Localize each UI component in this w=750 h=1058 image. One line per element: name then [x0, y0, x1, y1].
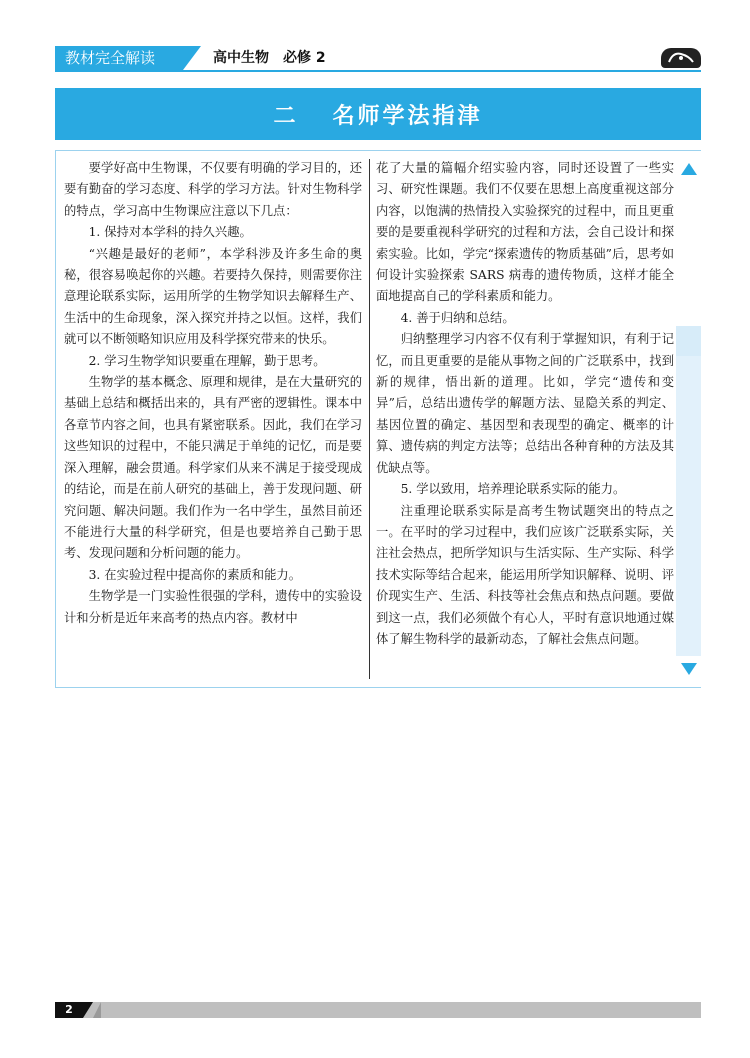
page-footer [55, 1002, 701, 1018]
heading-point-1: 1. 保持对本学科的持久兴趣。 [88, 225, 252, 240]
scroll-down-arrow-icon[interactable] [676, 655, 701, 683]
footer-bar [55, 1002, 701, 1018]
footer-slash [93, 1002, 101, 1018]
heading-point-2: 2. 学习生物学知识要重在理解，勤于思考。 [88, 353, 326, 368]
paragraph: “兴趣是最好的老师”，本学科涉及许多生命的奥秘，很容易唤起你的兴趣。若要持久保持，则需要你注意理论联系实际，运用所学的生物学知识去解释生产、生活中的生命现象，深入探究并持之以恒。这样，我们就可以不断领略知识应用及科学探究带来的快乐。 [64, 246, 362, 347]
paragraph: 要学好高中生物课，不仅要有明确的学习目的，还要有勤奋的学习态度、科学的学习方法。针对生物科学的特点，学习高中生物课应注意以下几点： [64, 161, 362, 218]
section-banner [55, 88, 701, 140]
series-label: 教材完全解读 [55, 46, 183, 70]
section-number: 二 [273, 103, 299, 129]
paragraph-continued: 花了大量的篇幅介绍实验内容，同时还设置了一些实习、研究性课题。我们不仅要在思想上高度重视这部分内容，以饱满的热情投入实验探究的过程中，而且更重要的是要重视科学研究的过程和方法，会自己设计和探索实验。比如，学完“探索遗传的物质基础”后，思考如何设计实验探索 SARS 病毒的遗传物质，这样才能全面地提高自己的学科素质和能力。 [376, 161, 674, 304]
page-number: 2 [55, 1002, 83, 1018]
section-title: 名师学法指津 [332, 103, 483, 129]
scroll-up-arrow-icon[interactable] [676, 155, 701, 183]
book-title: 高中生物 必修 2 [213, 50, 326, 66]
scroll-thumb[interactable] [676, 326, 701, 356]
paragraph: 生物学是一门实验性很强的学科，遗传中的实验设计和分析是近年来高考的热点内容。教材中 [64, 589, 362, 625]
left-column [64, 158, 362, 629]
series-label-tab [183, 46, 201, 70]
right-column [376, 158, 674, 650]
page-header [55, 46, 701, 72]
scroll-track[interactable] [676, 326, 701, 656]
paragraph: 归纳整理学习内容不仅有利于掌握知识，有利于记忆，而且更重要的是能从事物之间的广泛联系中，找到新的规律，悟出新的道理。比如，学完“遗传和变异”后，总结出遗传学的解题方法、显隐关系的判定、基因位置的确定、基因型和表现型的确定、概率的计算、遗传病的判定方法等；总结出各种育种的方法及其优缺点等。 [376, 332, 674, 475]
publisher-logo-icon [661, 48, 701, 68]
paragraph: 注重理论联系实际是高考生物试题突出的特点之一。在平时的学习过程中，我们应该广泛联系实际，关注社会热点，把所学知识与生活实际、生产实际、科学技术实际等结合起来，能运用所学知识解释、说明、评价现实生产、生活、科技等社会焦点和热点问题。要做到这一点，我们必须做个有心人，平时有意识地通过媒体了解生物科学的最新动态，了解社会焦点问题。 [376, 503, 674, 646]
heading-point-5: 5. 学以致用，培养理论联系实际的能力。 [400, 482, 626, 497]
heading-point-3: 3. 在实验过程中提高你的素质和能力。 [88, 567, 301, 582]
heading-point-4: 4. 善于归纳和总结。 [400, 310, 515, 325]
column-divider [369, 159, 370, 679]
scrollbar[interactable] [676, 151, 701, 687]
paragraph: 生物学的基本概念、原理和规律，是在大量研究的基础上总结和概括出来的，具有严密的逻辑性。课本中各章节内容之间，也具有紧密联系。因此，我们在学习这些知识的过程中，不能只满足于单纯的记忆，而是要深入理解，融会贯通。科学家们从来不满足于接受现成的结论，而是在前人研究的基础上，善于发现问题、研究问题、解决问题。我们作为一名中学生，虽然目前还不能进行大量的科学研究，但是也要培养自己勤于思考、发现问题和分析问题的能力。 [64, 375, 362, 561]
header-rule [55, 70, 701, 72]
content-panel [55, 150, 701, 688]
page-number-tab [83, 1002, 93, 1018]
